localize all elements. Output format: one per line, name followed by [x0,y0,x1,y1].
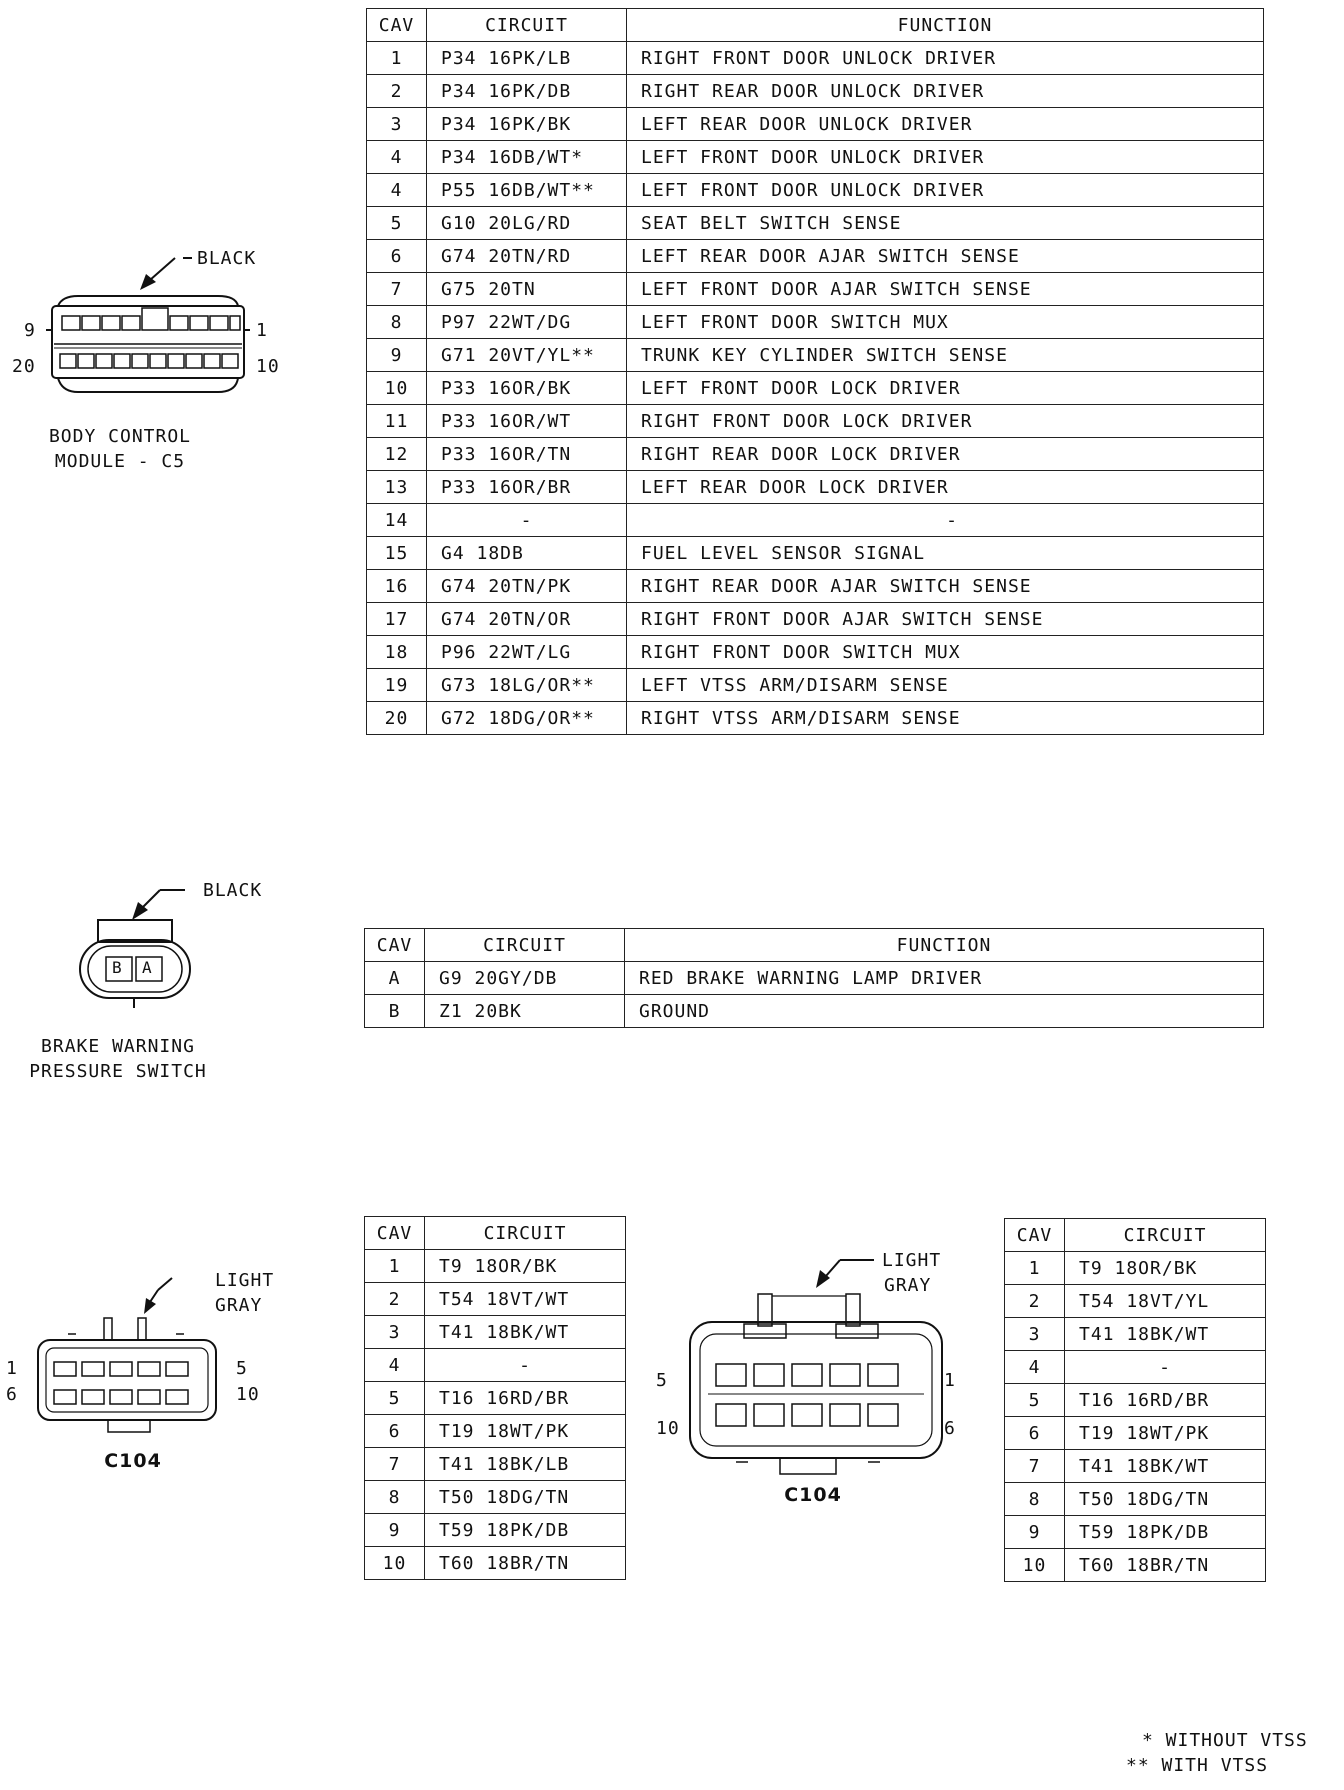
cav-cell: 7 [365,1448,425,1481]
circuit-header: CIRCUIT [1065,1219,1266,1252]
cav-cell: 20 [367,702,427,735]
legend-with-vtss: ** WITH VTSS [1126,1755,1269,1776]
circuit-cell: T41 18BK/WT [1065,1318,1266,1351]
circuit-cell: T54 18VT/WT [425,1283,626,1316]
c104-left-pin-10: 10 [236,1384,260,1405]
circuit-cell: P34 16DB/WT* [427,141,627,174]
cav-cell: 4 [1005,1351,1065,1384]
cav-cell: A [365,962,425,995]
c104-right-pin-1: 1 [944,1370,956,1391]
function-cell: RIGHT VTSS ARM/DISARM SENSE [627,702,1264,735]
c104-left-pin-table [364,1216,626,1580]
circuit-cell: G74 20TN/RD [427,240,627,273]
table-row [1005,1285,1266,1318]
brake-pin-a: A [142,958,153,977]
table-row [365,1547,626,1580]
cav-cell: 3 [1005,1318,1065,1351]
cav-cell: 11 [367,405,427,438]
table-row [365,962,1264,995]
cav-cell: 19 [367,669,427,702]
table-row [1005,1351,1266,1384]
cav-cell: 16 [367,570,427,603]
brake-pin-table [364,928,1264,1028]
table-row [1005,1450,1266,1483]
cav-header: CAV [365,1217,425,1250]
table-row [367,603,1264,636]
function-cell: LEFT FRONT DOOR UNLOCK DRIVER [627,141,1264,174]
function-cell: RED BRAKE WARNING LAMP DRIVER [625,962,1264,995]
brake-pin-b: B [112,958,123,977]
cav-cell: 3 [365,1316,425,1349]
cav-cell: 6 [1005,1417,1065,1450]
c104-right-pin-6: 6 [944,1418,956,1439]
table-row [365,995,1264,1028]
table-row [365,1448,626,1481]
circuit-cell: P33 16OR/BK [427,372,627,405]
circuit-cell: - [427,504,627,537]
circuit-cell: T19 18WT/PK [425,1415,626,1448]
table-row [367,42,1264,75]
c104-left-name: C104 [104,1450,162,1472]
cav-cell: 9 [367,339,427,372]
table-row [367,636,1264,669]
cav-cell: 14 [367,504,427,537]
c104-right-pin-10: 10 [656,1418,680,1439]
function-cell: LEFT FRONT DOOR SWITCH MUX [627,306,1264,339]
bcm-pin-table [366,8,1264,735]
circuit-cell: P33 16OR/TN [427,438,627,471]
cav-cell: 6 [367,240,427,273]
cav-cell: 10 [1005,1549,1065,1582]
table-row [367,438,1264,471]
circuit-cell: G73 18LG/OR** [427,669,627,702]
table-header-row [365,929,1264,962]
table-row [365,1349,626,1382]
cav-cell: 6 [365,1415,425,1448]
c104-left-color-line2: GRAY [215,1295,263,1316]
circuit-cell: - [1065,1351,1266,1384]
function-header: FUNCTION [625,929,1264,962]
cav-cell: 4 [367,141,427,174]
circuit-cell: P55 16DB/WT** [427,174,627,207]
circuit-cell: P34 16PK/BK [427,108,627,141]
bcm-color-label: BLACK [197,248,257,269]
circuit-header: CIRCUIT [425,929,625,962]
cav-cell: 2 [365,1283,425,1316]
function-cell: LEFT REAR DOOR LOCK DRIVER [627,471,1264,504]
cav-cell: 8 [365,1481,425,1514]
bcm-name-line2: MODULE - C5 [54,451,186,472]
circuit-cell: T16 16RD/BR [425,1382,626,1415]
circuit-cell: G74 20TN/PK [427,570,627,603]
function-cell: - [627,504,1264,537]
cav-header: CAV [365,929,425,962]
table-header-row [367,9,1264,42]
brake-name-line2: PRESSURE SWITCH [29,1061,207,1082]
circuit-cell: G10 20LG/RD [427,207,627,240]
circuit-header: CIRCUIT [427,9,627,42]
table-row [367,504,1264,537]
table-row [1005,1252,1266,1285]
function-cell: RIGHT FRONT DOOR SWITCH MUX [627,636,1264,669]
cav-cell: 8 [367,306,427,339]
function-cell: LEFT FRONT DOOR LOCK DRIVER [627,372,1264,405]
circuit-cell: T9 18OR/BK [1065,1252,1266,1285]
c104-right-pin-5: 5 [656,1370,668,1391]
c104-left-table-body [365,1250,626,1580]
table-row [367,669,1264,702]
c104-right-table-body [1005,1252,1266,1582]
table-row [365,1316,626,1349]
c104-left-pin-1: 1 [6,1358,18,1379]
circuit-cell: T41 18BK/LB [425,1448,626,1481]
table-row [367,570,1264,603]
circuit-cell: - [425,1349,626,1382]
circuit-cell: G74 20TN/OR [427,603,627,636]
cav-cell: 8 [1005,1483,1065,1516]
brake-name-line1: BRAKE WARNING [41,1036,195,1057]
function-cell: SEAT BELT SWITCH SENSE [627,207,1264,240]
table-row [365,1415,626,1448]
table-row [367,207,1264,240]
cav-cell: 9 [365,1514,425,1547]
table-row [367,537,1264,570]
circuit-cell: T59 18PK/DB [425,1514,626,1547]
cav-cell: 1 [367,42,427,75]
circuit-cell: T50 18DG/TN [1065,1483,1266,1516]
bcm-pin-left-top: 9 [24,320,36,341]
cav-cell: 4 [367,174,427,207]
table-row [1005,1483,1266,1516]
function-cell: TRUNK KEY CYLINDER SWITCH SENSE [627,339,1264,372]
function-cell: LEFT FRONT DOOR UNLOCK DRIVER [627,174,1264,207]
table-row [365,1382,626,1415]
cav-cell: 10 [365,1547,425,1580]
table-row [367,273,1264,306]
circuit-cell: T19 18WT/PK [1065,1417,1266,1450]
cav-cell: 5 [367,207,427,240]
function-cell: LEFT VTSS ARM/DISARM SENSE [627,669,1264,702]
cav-cell: B [365,995,425,1028]
table-row [367,405,1264,438]
function-cell: RIGHT REAR DOOR AJAR SWITCH SENSE [627,570,1264,603]
table-row [367,75,1264,108]
table-row [367,306,1264,339]
c104-right-name: C104 [784,1484,842,1506]
cav-cell: 17 [367,603,427,636]
cav-cell: 9 [1005,1516,1065,1549]
table-row [367,471,1264,504]
circuit-cell: T59 18PK/DB [1065,1516,1266,1549]
c104-right-color-line2: GRAY [884,1275,932,1296]
circuit-cell: Z1 20BK [425,995,625,1028]
cav-header: CAV [1005,1219,1065,1252]
function-cell: GROUND [625,995,1264,1028]
table-row [367,240,1264,273]
circuit-cell: P34 16PK/LB [427,42,627,75]
cav-cell: 15 [367,537,427,570]
circuit-cell: P96 22WT/LG [427,636,627,669]
circuit-cell: P33 16OR/WT [427,405,627,438]
cav-cell: 3 [367,108,427,141]
function-cell: LEFT REAR DOOR UNLOCK DRIVER [627,108,1264,141]
cav-cell: 13 [367,471,427,504]
circuit-cell: T60 18BR/TN [425,1547,626,1580]
function-cell: FUEL LEVEL SENSOR SIGNAL [627,537,1264,570]
c104-right-pin-table [1004,1218,1266,1582]
c104-left-pin-5: 5 [236,1358,248,1379]
table-row [367,702,1264,735]
cav-cell: 1 [365,1250,425,1283]
function-cell: RIGHT REAR DOOR UNLOCK DRIVER [627,75,1264,108]
c104-left-color-line1: LIGHT [215,1270,275,1291]
function-cell: RIGHT REAR DOOR LOCK DRIVER [627,438,1264,471]
table-row [365,1481,626,1514]
circuit-cell: G9 20GY/DB [425,962,625,995]
cav-cell: 12 [367,438,427,471]
table-row [365,1250,626,1283]
table-row [1005,1516,1266,1549]
cav-cell: 1 [1005,1252,1065,1285]
cav-header: CAV [367,9,427,42]
bcm-pin-right-bottom: 10 [256,356,280,377]
table-row [1005,1318,1266,1351]
circuit-cell: P34 16PK/DB [427,75,627,108]
circuit-cell: T41 18BK/WT [1065,1450,1266,1483]
bcm-pin-left-bottom: 20 [12,356,36,377]
legend-without-vtss: * WITHOUT VTSS [1142,1730,1308,1751]
bcm-name-line1: BODY CONTROL [48,426,192,447]
circuit-cell: G75 20TN [427,273,627,306]
function-cell: RIGHT FRONT DOOR LOCK DRIVER [627,405,1264,438]
table-header-row [1005,1219,1266,1252]
circuit-cell: G4 18DB [427,537,627,570]
brake-color-label: BLACK [203,880,263,901]
cav-cell: 2 [367,75,427,108]
table-header-row [365,1217,626,1250]
circuit-cell: T16 16RD/BR [1065,1384,1266,1417]
function-header: FUNCTION [627,9,1264,42]
circuit-header: CIRCUIT [425,1217,626,1250]
cav-cell: 5 [1005,1384,1065,1417]
bcm-pin-right-top: 1 [256,320,268,341]
table-row [1005,1384,1266,1417]
function-cell: RIGHT FRONT DOOR UNLOCK DRIVER [627,42,1264,75]
table-row [367,339,1264,372]
table-row [367,141,1264,174]
cav-cell: 5 [365,1382,425,1415]
cav-cell: 2 [1005,1285,1065,1318]
bcm-table-body [367,42,1264,735]
function-cell: LEFT FRONT DOOR AJAR SWITCH SENSE [627,273,1264,306]
function-cell: LEFT REAR DOOR AJAR SWITCH SENSE [627,240,1264,273]
circuit-cell: G71 20VT/YL** [427,339,627,372]
table-row [367,108,1264,141]
cav-cell: 7 [1005,1450,1065,1483]
table-row [1005,1549,1266,1582]
c104-right-color-line1: LIGHT [882,1250,942,1271]
table-row [365,1283,626,1316]
table-row [365,1514,626,1547]
circuit-cell: T60 18BR/TN [1065,1549,1266,1582]
circuit-cell: T41 18BK/WT [425,1316,626,1349]
cav-cell: 4 [365,1349,425,1382]
circuit-cell: T50 18DG/TN [425,1481,626,1514]
circuit-cell: G72 18DG/OR** [427,702,627,735]
circuit-cell: T9 18OR/BK [425,1250,626,1283]
table-row [367,372,1264,405]
circuit-cell: P33 16OR/BR [427,471,627,504]
circuit-cell: P97 22WT/DG [427,306,627,339]
brake-table-body [365,962,1264,1028]
cav-cell: 7 [367,273,427,306]
table-row [367,174,1264,207]
cav-cell: 10 [367,372,427,405]
table-row [1005,1417,1266,1450]
cav-cell: 18 [367,636,427,669]
circuit-cell: T54 18VT/YL [1065,1285,1266,1318]
function-cell: RIGHT FRONT DOOR AJAR SWITCH SENSE [627,603,1264,636]
c104-left-pin-6: 6 [6,1384,18,1405]
